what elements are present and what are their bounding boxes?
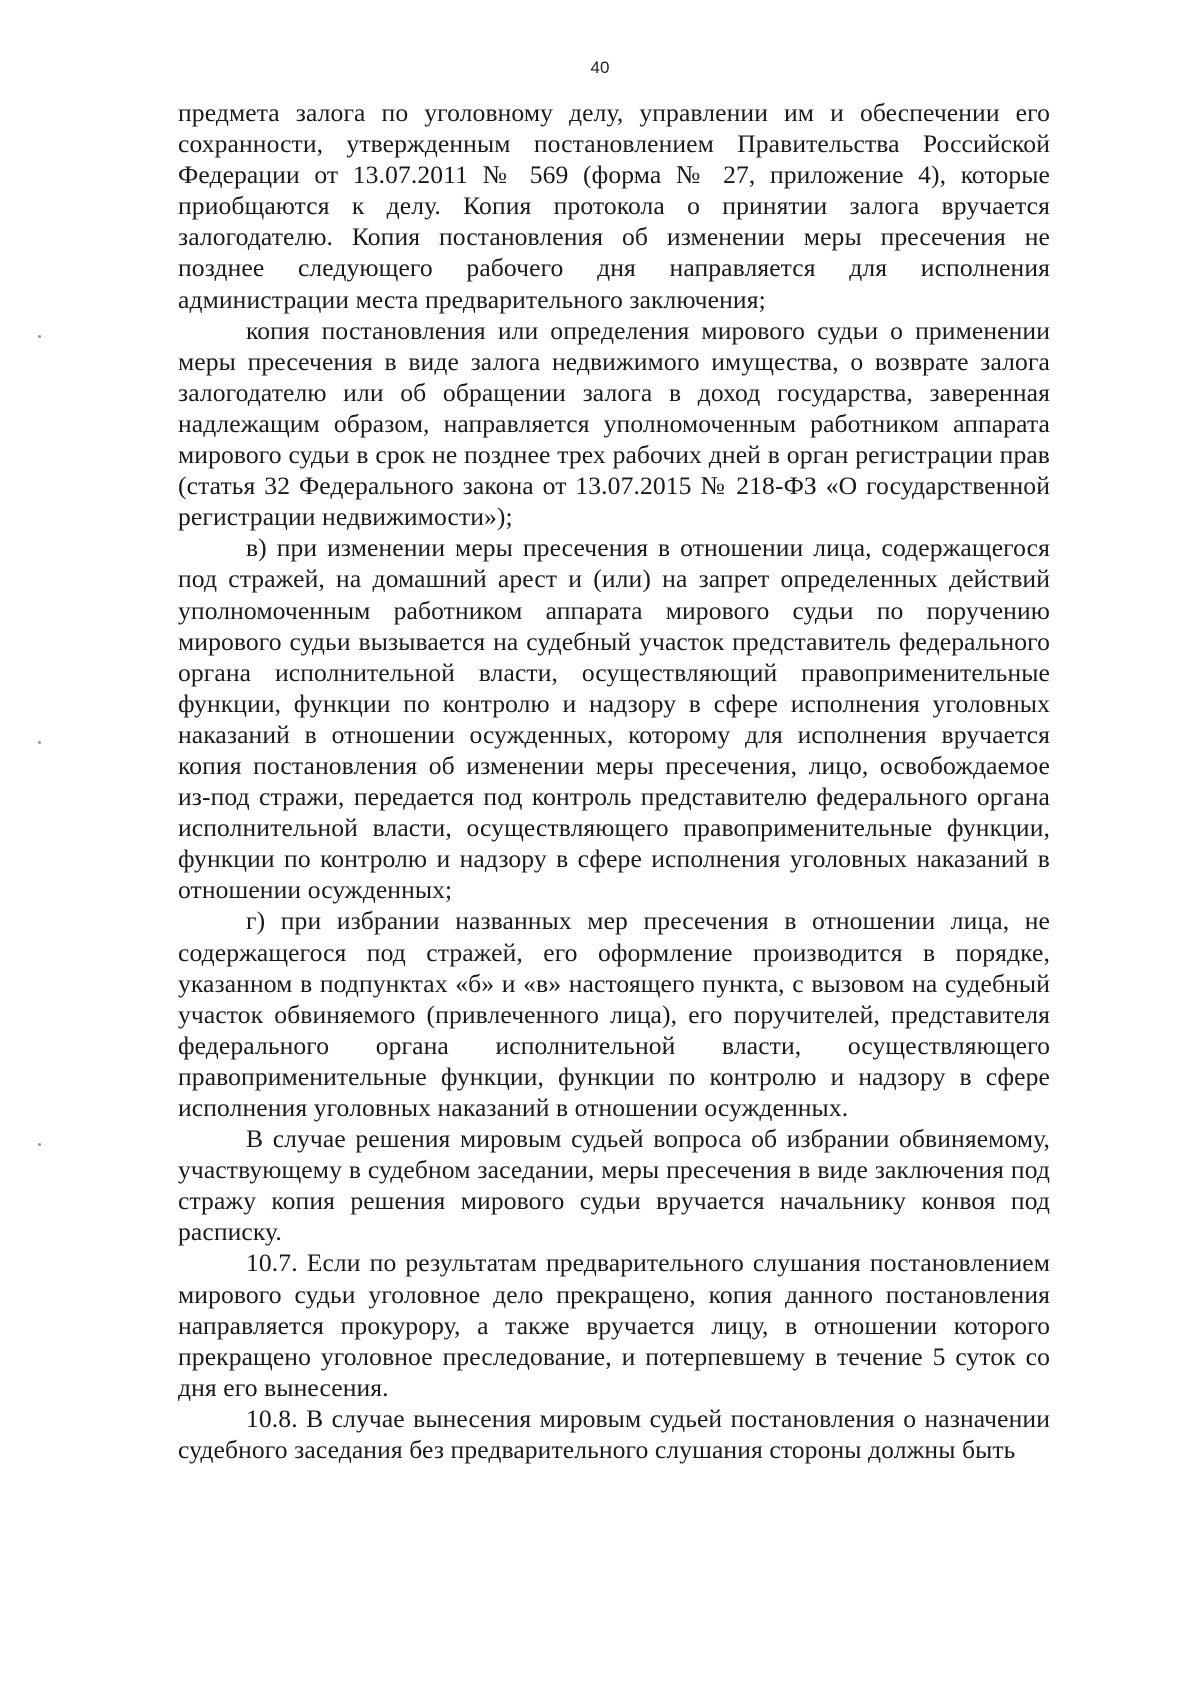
paragraph-pledge-protocol: предмета залога по уголовному делу, управлении им и обеспечении его сохранности, утвержденным постановлением Правительства Российской Федерации от 13.07.2011 № 569 (форма № 27, приложение 4), которые приобщаются к делу. Копия протокола о принятии залога вручается залогодателю. Копия постановления об изменении меры пресечения не позднее следующего рабочего дня направляется для исполнения администрации места предварительного заключения; (178, 98, 1050, 314)
paragraph-10-8: 10.8. В случае вынесения мировым судьей постановления о назначении судебного заседания без предварительного слушания стороны должны быть (178, 1403, 1050, 1465)
page-number: 40 (590, 58, 610, 77)
scan-speck (38, 335, 41, 338)
document-body (178, 97, 1050, 1465)
paragraph-subsection-g: г) при избрании названных мер пресечения в отношении лица, не содержащегося под стражей, его оформление производится в порядке, указанном в подпунктах «б» и «в» настоящего пункта, с вызовом на судебный участок обвиняемого (привлеченного лица), его поручителей, представителя федерального органа исполнительной власти, осуществляющего правоприменительные функции, функции по контролю и надзору в сфере исполнения уголовных наказаний в отношении осужденных. (178, 906, 1050, 1122)
paragraph-10-7: 10.7. Если по результатам предварительного слушания постановлением мирового судьи уголовное дело прекращено, копия данного постановления направляется прокурору, а также вручается лицу, в отношении которого прекращено уголовное преследование, и потерпевшему в течение 5 суток со дня его вынесения. (178, 1248, 1050, 1402)
scan-speck (38, 1143, 41, 1146)
paragraph-real-estate-pledge: копия постановления или определения мирового судьи о применении меры пресечения в виде залога недвижимого имущества, о возврате залога залогодателю или об обращении залога в доход государства, заверенная надлежащим образом, направляется уполномоченным работником аппарата мирового судьи в срок не позднее трех рабочих дней в орган регистрации прав (статья 32 Федерального закона от 13.07.2015 № 218-ФЗ «О государственной регистрации недвижимости»); (178, 315, 1050, 532)
scan-speck (38, 741, 41, 744)
paragraph-subsection-v: в) при изменении меры пресечения в отношении лица, содержащегося под стражей, на домашний арест и (или) на запрет определенных действий уполномоченным работником аппарата мирового судьи по поручению мирового судьи вызывается на судебный участок представитель федерального органа исполнительной власти, осуществляющий правоприменительные функции, функции по контролю и надзору в сфере исполнения уголовных наказаний в отношении осужденных, которому для исполнения вручается копия постановления об изменении меры пресечения, лицо, освобождаемое из-под стражи, передается под контроль представителю федерального органа исполнительной власти, осуществляющего правоприменительные функции, функции по контролю и надзору в сфере исполнения уголовных наказаний в отношении осужденных; (178, 533, 1050, 905)
paragraph-convoy-copy: В случае решения мировым судьей вопроса об избрании обвиняемому, участвующему в судебном заседании, меры пресечения в виде заключения под стражу копия решения мирового судьи вручается начальнику конвоя под расписку. (178, 1124, 1050, 1247)
